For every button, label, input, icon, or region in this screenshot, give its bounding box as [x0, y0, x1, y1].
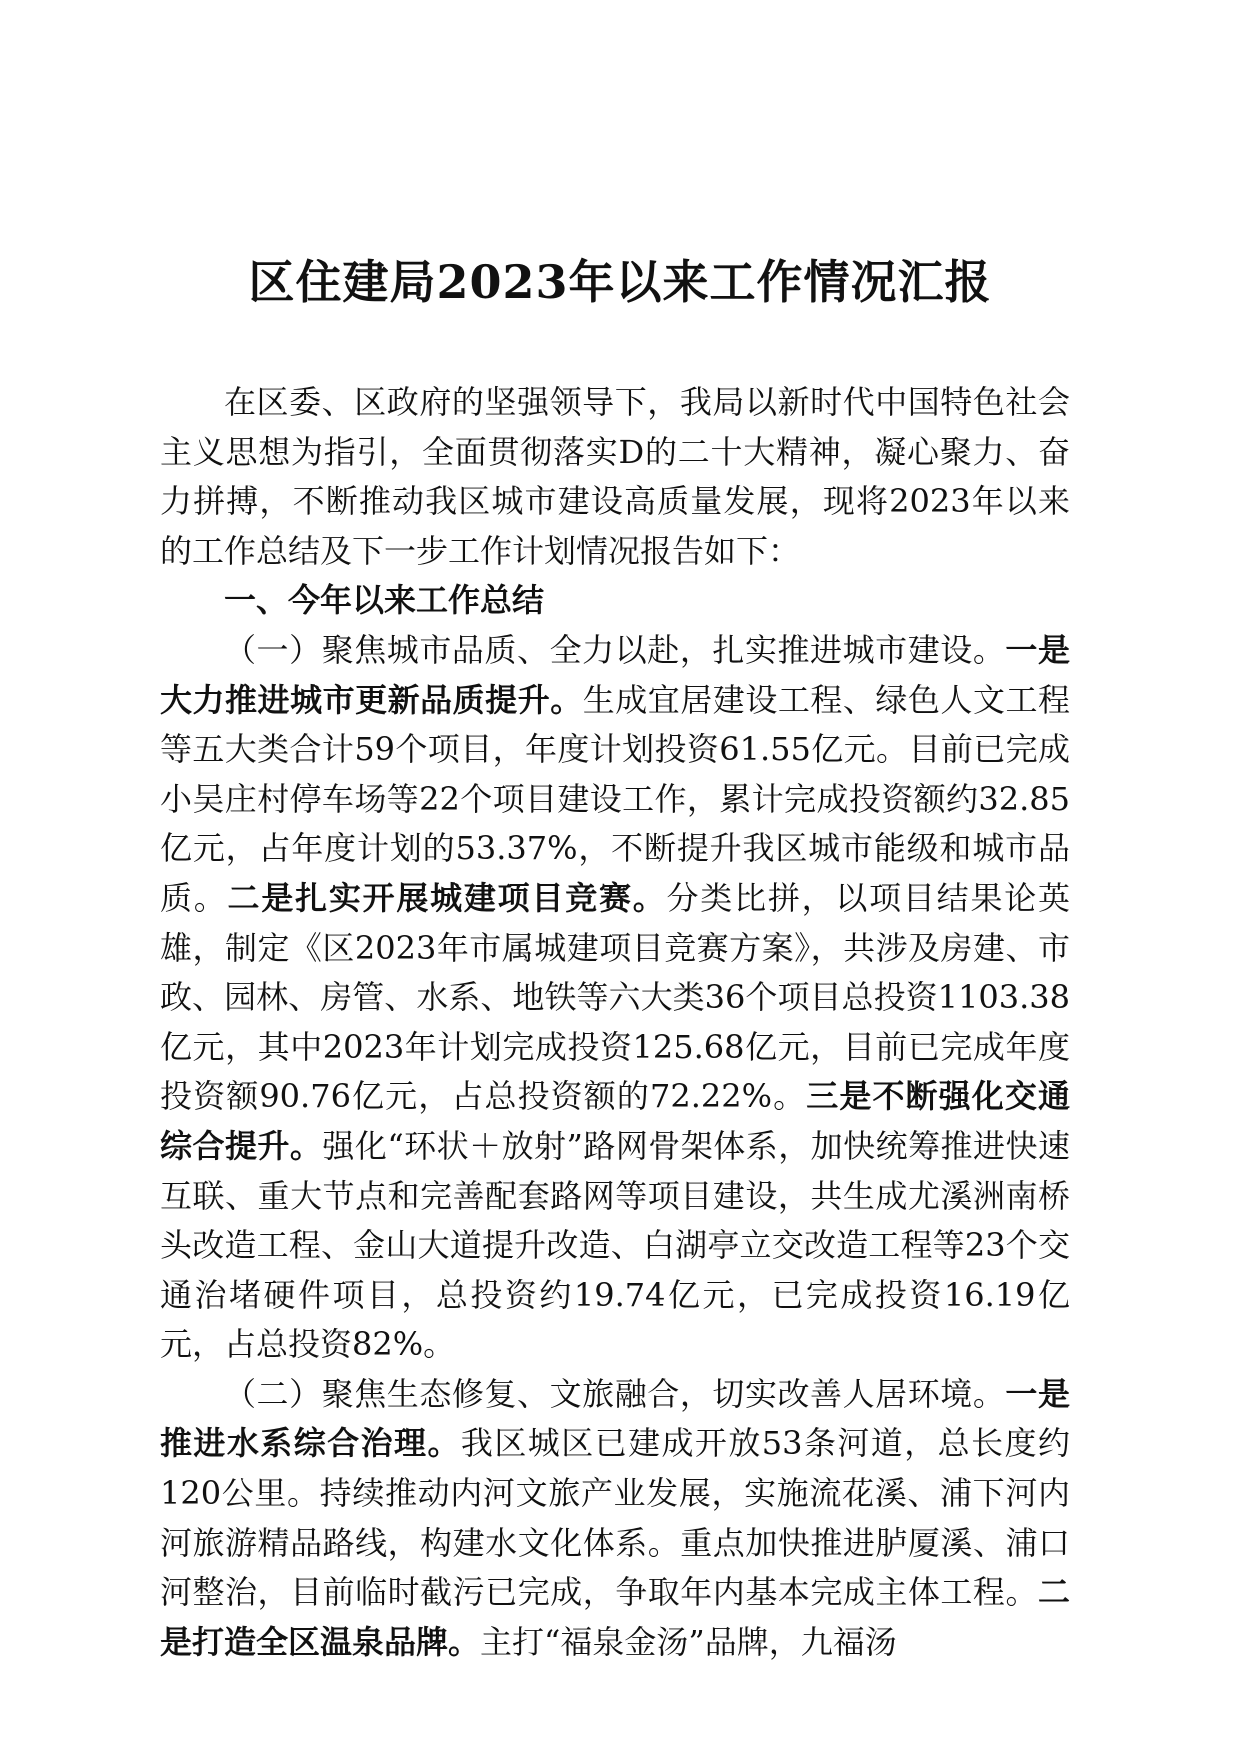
part1-item1-label: 一是大力推进城市更新品质提升。	[160, 630, 1070, 719]
part1-item1-text: 生成宜居建设工程、绿色人文工程等五大类合计59个项目，年度计划投资61.55亿元。目前已完成小吴庄村停车场等22个项目建设工作，累计完成投资额约32.85亿元，占年度计划的53.37%，不断提升我区城市能级和城市品质。	[160, 680, 1070, 917]
part1-paragraph	[160, 626, 1070, 1370]
document-body	[160, 378, 1070, 1667]
part1-lead: （一）聚焦城市品质、全力以赴，扎实推进城市建设。	[224, 630, 1006, 669]
document-title: 区住建局2023年以来工作情况汇报	[248, 255, 992, 309]
intro-paragraph: 在区委、区政府的坚强领导下，我局以新时代中国特色社会主义思想为指引，全面贯彻落实D的二十大精神，凝心聚力、奋力拼搏，不断推动我区城市建设高质量发展，现将2023年以来的工作总结及下一步工作计划情况报告如下：	[160, 383, 1070, 570]
section-heading: 一、今年以来工作总结	[224, 581, 545, 620]
part1-item2-label: 二是扎实开展城建项目竞赛。	[227, 878, 667, 917]
part2-item1-text: 我区城区已建成开放53条河道，总长度约120公里。持续推动内河文旅产业发展，实施流花溪、浦下河内河旅游精品路线，构建水文化体系。重点加快推进胪厦溪、浦口河整治，目前临时截污已完成，争取年内基本完成主体工程。	[160, 1424, 1070, 1612]
part2-item2-label: 二是打造全区温泉品牌。	[160, 1573, 1070, 1661]
part2-item2-text: 主打“福泉金汤”品牌，九福汤	[480, 1622, 897, 1661]
part1-item2-text: 分类比拼，以项目结果论英雄，制定《区2023年市属城建项目竞赛方案》，共涉及房建、市政、园林、房管、水系、地铁等六大类36个项目总投资1103.38亿元，其中2023年计划完成投资125.68亿元，目前已完成年度投资额90.76亿元，占总投资额的72.22%。	[160, 878, 1070, 1116]
part1-item3-label: 三是不断强化交通综合提升。	[160, 1077, 1070, 1165]
part2-item1-label: 一是推进水系综合治理。	[160, 1374, 1070, 1463]
part2-lead: （二）聚焦生态修复、文旅融合，切实改善人居环境。	[224, 1374, 1006, 1413]
part2-paragraph	[160, 1370, 1070, 1668]
part1-item3-text: 强化“环状＋放射”路网骨架体系，加快统筹推进快速互联、重大节点和完善配套路网等项目建设，共生成尤溪洲南桥头改造工程、金山大道提升改造、白湖亭立交改造工程等23个交通治堵硬件项目，总投资约19.74亿元，已完成投资16.19亿元，占总投资82%。	[160, 1126, 1070, 1364]
